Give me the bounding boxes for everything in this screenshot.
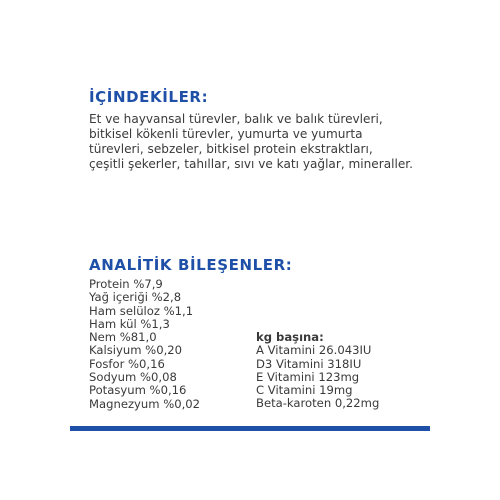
component-item: Sodyum %0,08	[89, 370, 177, 385]
bottom-divider	[70, 426, 430, 431]
component-item: Potasyum %0,16	[89, 383, 187, 398]
component-item: Fosfor %0,16	[89, 356, 165, 371]
per-kg-heading: kg başına:	[256, 330, 324, 344]
ingredients-line: türevleri, sebzeler, bitkisel protein ekstraktları,	[89, 142, 373, 156]
component-item: Ham selüloz %1,1	[89, 303, 194, 318]
ingredients-line: Et ve hayvansal türevler, balık ve balık türevleri,	[89, 112, 383, 126]
component-item: Yağ içeriği %2,8	[89, 290, 182, 305]
analytic-components-list	[89, 278, 200, 411]
vitamin-item: A Vitamini 26.043IU	[256, 343, 372, 358]
component-item: Kalsiyum %0,20	[89, 343, 183, 358]
vitamin-item: C Vitamini 19mg	[256, 383, 353, 398]
vitamin-item: D3 Vitamini 318IU	[256, 356, 362, 371]
ingredients-line: bitkisel kökenli türevler, yumurta ve yumurta	[89, 127, 363, 141]
vitamin-item: E Vitamini 123mg	[256, 369, 360, 384]
analytic-components-heading: ANALİTİK BİLEŞENLER:	[89, 256, 293, 274]
ingredients-line: çeşitli şekerler, tahıllar, sıvı ve katı yağlar, mineraller.	[89, 157, 413, 171]
per-kg-vitamins-list	[256, 331, 379, 411]
component-item: Magnezyum %0,02	[89, 396, 201, 411]
ingredients-text	[89, 112, 439, 172]
ingredients-heading: İÇİNDEKİLER:	[89, 88, 209, 106]
component-item: Nem %81,0	[89, 330, 157, 345]
vitamin-item: Beta-karoten 0,22mg	[256, 396, 380, 411]
component-item: Ham kül %1,3	[89, 316, 170, 331]
component-item: Protein %7,9	[89, 277, 163, 291]
